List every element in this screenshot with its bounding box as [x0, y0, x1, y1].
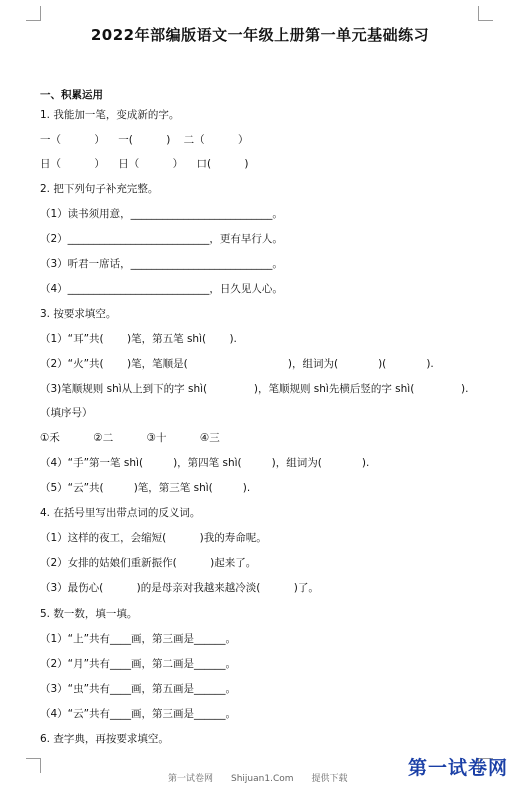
section-heading: 一、积累运用 [40, 89, 103, 101]
question-line: 3. 按要求填空。 [40, 308, 117, 320]
question-line: （3）“虫”共有____画，第五画是______。 [40, 683, 237, 695]
question-line: （3）听君一席话，___________________________。 [40, 258, 283, 270]
document-title: 2022年部编版语文一年级上册第一单元基础练习 [90, 26, 430, 44]
question-line: （1）“耳”共( )笔，第五笔 shì( ). [40, 333, 237, 345]
question-line: （1）这样的夜工，会缩短( )我的寿命呢。 [40, 532, 267, 544]
question-line: 日（ ） 日（ ） 口( ) [40, 158, 249, 170]
question-line: （1）读书须用意，___________________________。 [40, 208, 283, 220]
site-logo[interactable]: 第一试卷网 [408, 757, 509, 779]
question-line: 2. 把下列句子补充完整。 [40, 183, 159, 195]
question-line: 1. 我能加一笔，变成新的字。 [40, 109, 180, 121]
question-line: （2）“火”共( )笔，笔顺是( )，组词为( )( ). [40, 358, 434, 370]
question-line: （5）“云”共( )笔，第三笔 shì( ). [40, 482, 251, 494]
question-line: ①禾 ②二 ③十 ④三 [40, 432, 220, 444]
corner-mark-top-left [26, 6, 41, 21]
question-line: （4）___________________________，日久见人心。 [40, 283, 283, 295]
question-line: 6. 查字典，再按要求填空。 [40, 733, 169, 745]
question-line: （4）“手”第一笔 shì( )，第四笔 shì( )，组词为( ). [40, 457, 370, 469]
corner-mark-bottom-left [26, 758, 41, 773]
question-line: （4）“云”共有____画，第三画是______。 [40, 708, 237, 720]
footer-left-text[interactable]: 第一试卷网 [168, 774, 214, 784]
question-line: 4. 在括号里写出带点词的反义词。 [40, 507, 201, 519]
corner-mark-top-right [478, 6, 493, 21]
footer-right-text[interactable]: 提供下载 [311, 774, 348, 784]
question-line: （填序号） [40, 407, 93, 419]
question-line: （2）“月”共有____画，第二画是______。 [40, 658, 237, 670]
footer-middle-text[interactable]: Shijuan1.Com [231, 774, 294, 784]
question-line: 一（ ） 一( ) 二（ ） [40, 134, 249, 146]
question-line: （2）女排的姑娘们重新振作( )起来了。 [40, 557, 257, 569]
page-footer [168, 771, 366, 784]
question-line: （1）“上”共有____画，第三画是______。 [40, 633, 237, 645]
question-line: （3)笔顺规则 shì从上到下的字 shì( )，笔顺规则 shì先横后竖的字 shì( ). [40, 383, 469, 395]
question-line: 5. 数一数，填一填。 [40, 608, 138, 620]
question-line: （2）___________________________，更有早行人。 [40, 233, 283, 245]
question-line: （3）最伤心( )的是母亲对我越来越冷淡( )了。 [40, 582, 319, 594]
